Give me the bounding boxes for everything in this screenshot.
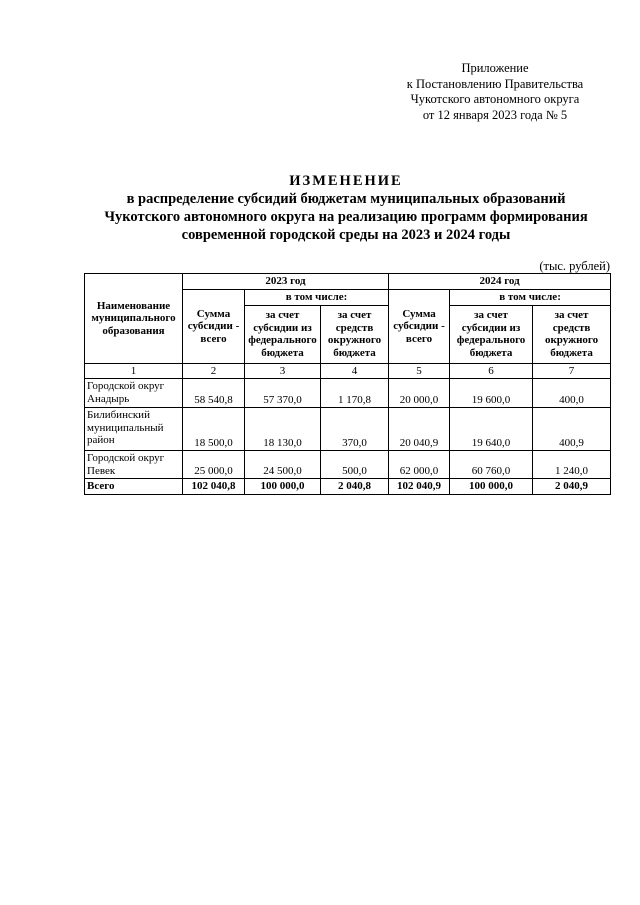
column-index-row: [85, 363, 611, 379]
cell-value: 24 500,0: [245, 451, 321, 479]
total-value: 102 040,8: [183, 479, 245, 495]
header-sum-2023: Сумма субсидии - всего: [183, 290, 245, 364]
cell-value: 19 640,0: [450, 408, 533, 451]
municipality-name: Билибинский муниципальный район: [85, 408, 183, 451]
cell-value: 19 600,0: [450, 379, 533, 408]
cell-value: 1 240,0: [533, 451, 611, 479]
cell-value: 57 370,0: [245, 379, 321, 408]
cell-value: 500,0: [321, 451, 389, 479]
appendix-line: Приложение: [461, 61, 529, 75]
municipality-name: Городской округ Анадырь: [85, 379, 183, 408]
header-sum-2024: Сумма субсидии - всего: [389, 290, 450, 364]
column-index: 6: [450, 363, 533, 379]
total-value: 100 000,0: [245, 479, 321, 495]
title-line: в распределение субсидий бюджетам муниципальных образований: [126, 191, 566, 207]
header-in-that-2023: в том числе:: [245, 290, 389, 306]
appendix-line: от 12 января 2023 года № 5: [422, 107, 568, 122]
header-year-2024: 2024 год: [389, 274, 611, 290]
header-federal-2023: за счет субсидии из федерального бюджета: [245, 305, 321, 363]
cell-value: 400,0: [533, 379, 611, 408]
total-value: 100 000,0: [450, 479, 533, 495]
header-district-2024: за счет средств окружного бюджета: [533, 305, 611, 363]
column-index: 7: [533, 363, 611, 379]
units-label: (тыс. рублей): [539, 259, 610, 273]
cell-value: 18 130,0: [245, 408, 321, 451]
title-main: ИЗМЕНЕНИЕ: [289, 173, 403, 189]
header-municipality: Наименование муниципального образования: [85, 274, 183, 364]
table-row: [85, 379, 611, 408]
title-line: Чукотского автономного округа на реализацию программ формирования: [104, 209, 588, 225]
cell-value: 60 760,0: [450, 451, 533, 479]
cell-value: 25 000,0: [183, 451, 245, 479]
column-index: 3: [245, 363, 321, 379]
cell-value: 370,0: [321, 408, 389, 451]
header-year-2023: 2023 год: [183, 274, 389, 290]
cell-value: 18 500,0: [183, 408, 245, 451]
header-federal-2024: за счет субсидии из федерального бюджета: [450, 305, 533, 363]
column-index: 1: [85, 363, 183, 379]
total-value: 2 040,8: [321, 479, 389, 495]
cell-value: 20 000,0: [389, 379, 450, 408]
cell-value: 58 540,8: [183, 379, 245, 408]
column-index: 4: [321, 363, 389, 379]
appendix-block: [380, 61, 610, 123]
cell-value: 62 000,0: [389, 451, 450, 479]
municipality-name: Городской округ Певек: [85, 451, 183, 479]
appendix-line: к Постановлению Правительства: [406, 76, 584, 91]
header-in-that-2024: в том числе:: [450, 290, 611, 306]
total-value: 102 040,9: [389, 479, 450, 495]
column-index: 2: [183, 363, 245, 379]
subsidy-table: [84, 273, 611, 495]
appendix-line: Чукотского автономного округа: [410, 92, 580, 106]
total-label: Всего: [85, 479, 183, 495]
document-title: [60, 172, 632, 244]
table-row: [85, 408, 611, 451]
title-line: современной городской среды на 2023 и 2024 годы: [181, 227, 511, 243]
cell-value: 20 040,9: [389, 408, 450, 451]
total-value: 2 040,9: [533, 479, 611, 495]
header-district-2023: за счет средств окружного бюджета: [321, 305, 389, 363]
table-row: [85, 451, 611, 479]
column-index: 5: [389, 363, 450, 379]
total-row: [85, 479, 611, 495]
cell-value: 1 170,8: [321, 379, 389, 408]
cell-value: 400,9: [533, 408, 611, 451]
